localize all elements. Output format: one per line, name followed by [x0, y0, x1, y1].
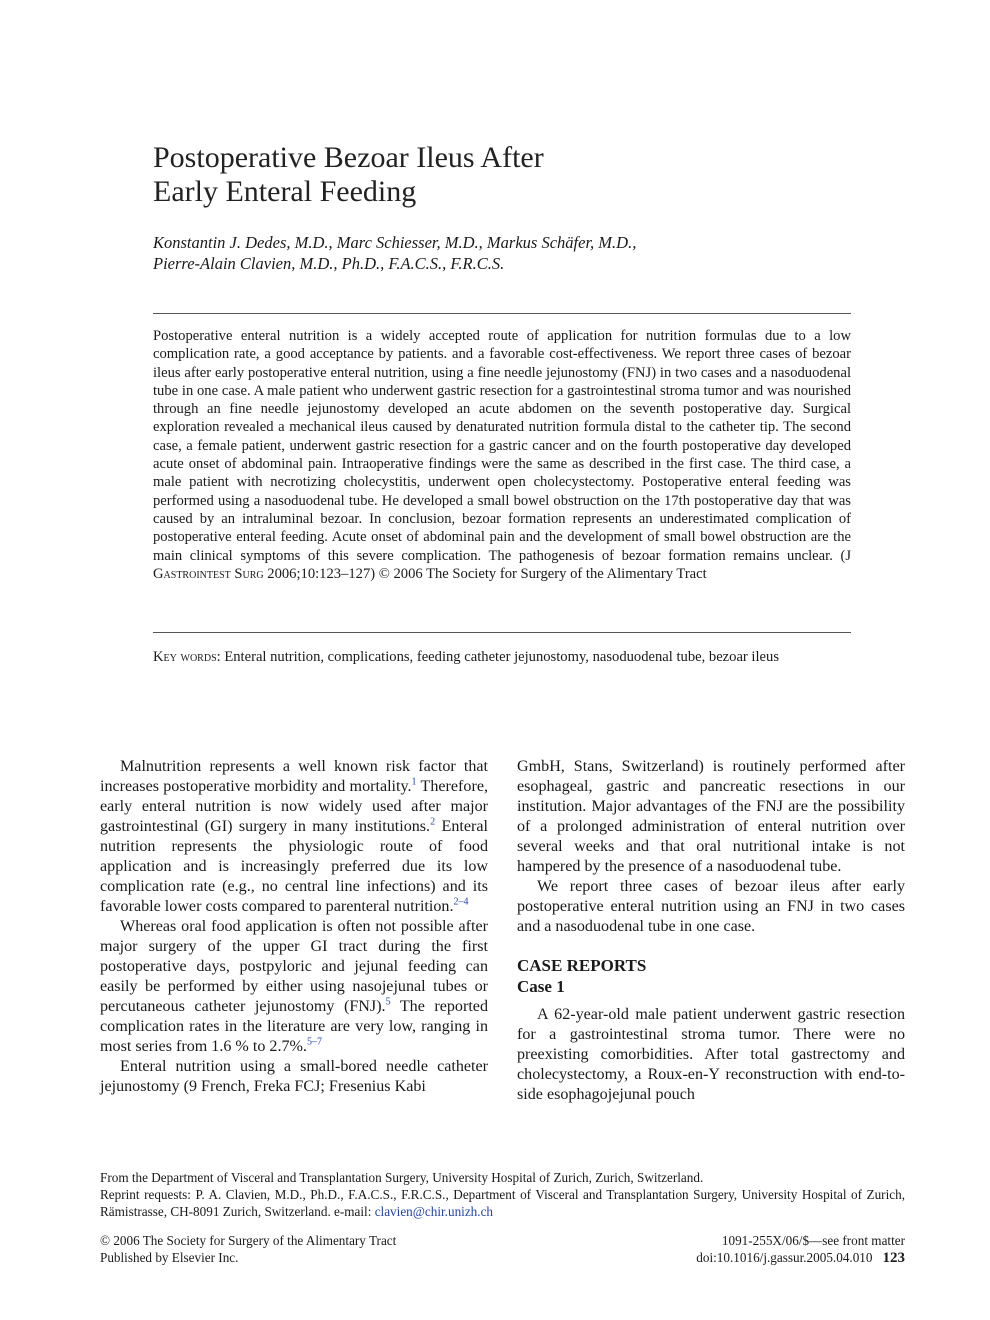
keywords-label: Key words: — [153, 649, 221, 665]
paragraph-text: The reported complication rates in the literature are very low, ranging in most series from 1.6 % to 2.7%. — [100, 998, 488, 1055]
author-list — [153, 232, 853, 274]
reference-link[interactable]: 1 — [411, 776, 417, 788]
copyright-line: © 2006 The Society for Surgery of the Alimentary Tract — [100, 1233, 397, 1248]
publisher-line: Published by Elsevier Inc. — [100, 1250, 239, 1265]
keywords-text: Enteral nutrition, complications, feeding catheter jejunostomy, nasoduodenal tube, bezoar ileus — [220, 649, 779, 665]
footnotes — [100, 1169, 905, 1220]
reference-link[interactable]: 2–4 — [453, 896, 469, 908]
paragraph: A 62-year-old male patient underwent gastric resection for a gastrointestinal stroma tumor. There were no preexisting comorbidities. After total gastrectomy and cholecystectomy, a Roux-en-Y reconstruction with end-to-side esophagojejunal pouch — [517, 1006, 905, 1103]
author-line-2: Pierre-Alain Clavien, M.D., Ph.D., F.A.C.S., F.R.C.S. — [153, 254, 505, 273]
page-number: 123 — [882, 1250, 905, 1266]
abstract — [153, 327, 851, 583]
paragraph: GmbH, Stans, Switzerland) is routinely performed after esophageal, gastric and pancreatic resections in our institution. Major advantages of the FNJ are the possibility of a prolonged administration of enteral nutrition over several weeks and that oral nutritional intake is not hampered by the presence of a nasoduodenal tube. — [517, 758, 905, 875]
paragraph-text: Enteral nutrition represents the physiologic route of food application and is increasingly preferred due its low complication rate (e.g., no central line infections) and its favorable lower costs compared to parenteral nutrition. — [100, 818, 488, 915]
keywords — [153, 648, 851, 666]
journal-abbrev: Gastrointest Surg — [153, 565, 264, 582]
left-column — [100, 757, 488, 1097]
paragraph: Enteral nutrition using a small-bored needle catheter jejunostomy (9 French, Freka FCJ; Fresenius Kabi — [100, 1058, 488, 1095]
article-identifiers — [620, 1232, 905, 1267]
abstract-top-rule — [153, 313, 851, 314]
article-title — [153, 141, 853, 209]
subsection-heading: Case 1 — [517, 977, 565, 996]
reprint-text: Reprint requests: P. A. Clavien, M.D., Ph.D., F.A.C.S., F.R.C.S., Department of Visceral and Transplantation Surgery, University Hospital of Zurich, Rämistrasse, CH-8091 Zurich, Switzerland. e-mail: — [100, 1187, 905, 1219]
abstract-citation: 2006;10:123–127) © 2006 The Society for Surgery of the Alimentary Tract — [263, 565, 707, 582]
email-link[interactable]: clavien@chir.unizh.ch — [374, 1204, 494, 1219]
paragraph-text: Whereas oral food application is often not possible after major surgery of the upper GI tract during the first postoperative days, postpyloric and jejunal feeding can easily be performed by either using nasojejunal tubes or percutaneous catheter jejunostomy (FNJ). — [100, 918, 488, 1015]
title-line-1: Postoperative Bezoar Ileus After — [153, 141, 544, 174]
paragraph — [100, 917, 488, 1057]
title-line-2: Early Enteral Feeding — [153, 175, 417, 208]
reference-link[interactable]: 5–7 — [306, 1036, 322, 1048]
issn-line: 1091-255X/06/$—see front matter — [721, 1233, 905, 1248]
right-column — [517, 757, 905, 1105]
reprint-note — [100, 1186, 905, 1220]
reference-link[interactable]: 2 — [430, 816, 436, 828]
affiliation-note: From the Department of Visceral and Transplantation Surgery, University Hospital of Zurich, Zurich, Switzerland. — [100, 1170, 704, 1185]
abstract-bottom-rule — [153, 632, 851, 633]
paragraph-text: Therefore, early enteral nutrition is now widely used after major gastrointestinal (GI) surgery in many institutions. — [100, 778, 488, 835]
doi-text: doi:10.1016/j.gassur.2005.04.010 — [696, 1250, 873, 1265]
paragraph: We report three cases of bezoar ileus after early postoperative enteral nutrition using an FNJ in two cases and a nasoduodenal tube in one case. — [517, 878, 905, 935]
abstract-body: Postoperative enteral nutrition is a widely accepted route of application for nutrition formulas due to a low complication rate, a good acceptance by patients. and a favorable cost-effectiveness. We report three cases of bezoar ileus after early postoperative enteral nutrition, using a fine needle jejunostomy (FNJ) in two cases and a nasoduodenal tube in one case. A male patient who underwent gastric resection for a gastrointestinal stroma tumor and was nourished through an fine needle jejunostomy developed an acute abdomen on the seventh postoperative day. Surgical exploration revealed a mechanical ileus caused by denaturated nutrition formula distal to the catheter tip. The second case, a female patient, underwent gastric resection for a gastric cancer and on the fourth postoperative day developed acute onset of abdominal pain. Intraoperative findings were the same as described in the first case. The third case, a male patient with necrotizing cholecystitis, underwent open cholecystectomy. Postoperative enteral feeding was performed using a nasoduodenal tube. He developed a small bowel obstruction on the 17th postoperative day that was caused by an intraluminal bezoar. In conclusion, bezoar formation represents an underestimated complication of postoperative enteral feeding. Acute onset of abdominal pain and the development of small bowel obstruction are the main clinical symptoms of this severe complication. The pathogenesis of bezoar formation remains unclear. (J — [153, 328, 851, 564]
paragraph-text: Malnutrition represents a well known risk factor that increases postoperative morbidity and mortality. — [100, 758, 488, 795]
publisher-info — [100, 1232, 396, 1266]
doi-line — [620, 1249, 905, 1267]
author-line-1: Konstantin J. Dedes, M.D., Marc Schiesser, M.D., Markus Schäfer, M.D., — [153, 233, 637, 252]
section-heading: CASE REPORTS — [517, 956, 647, 975]
reference-link[interactable]: 5 — [385, 996, 391, 1008]
paragraph — [100, 757, 488, 917]
